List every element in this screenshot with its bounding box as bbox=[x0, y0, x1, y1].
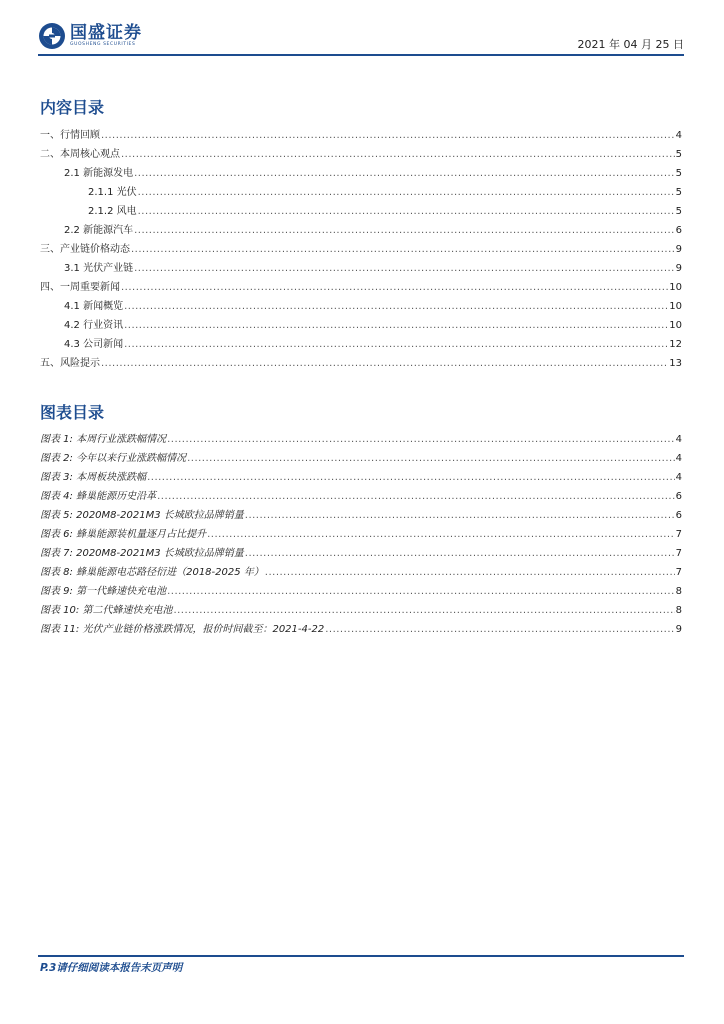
footer-disclaimer: P.3请仔细阅读本报告末页声明 bbox=[40, 962, 183, 974]
figure-item[interactable]: 图表 4: 蜂巢能源历史沿革 ..... 6 bbox=[40, 487, 682, 506]
header-divider bbox=[38, 54, 684, 56]
figure-item[interactable]: 图表 1: 本周行业涨跌幅情况 ..... 4 bbox=[40, 430, 682, 449]
brand-name: 国盛证券 bbox=[70, 23, 142, 43]
figure-item[interactable]: 图表 9: 第一代蜂速快充电池 ..... 8 bbox=[40, 582, 682, 601]
toc-item[interactable]: 二、本周核心观点 ..... 5 bbox=[40, 145, 682, 164]
figure-item[interactable]: 图表 7: 2020M8-2021M3 长城欧拉品牌销量 ..... 7 bbox=[40, 544, 682, 563]
figure-item[interactable]: 图表 2: 今年以来行业涨跌幅情况 ..... 4 bbox=[40, 449, 682, 468]
toc-item[interactable]: 4.2 行业资讯 ..... 10 bbox=[40, 316, 682, 335]
toc-item[interactable]: 2.2 新能源汽车 ..... 6 bbox=[40, 221, 682, 240]
figures-list bbox=[40, 430, 682, 639]
brand-logo bbox=[38, 22, 142, 50]
toc-item[interactable]: 2.1 新能源发电 ..... 5 bbox=[40, 164, 682, 183]
toc-item[interactable]: 4.1 新闻概览 ..... 10 bbox=[40, 297, 682, 316]
toc-item[interactable]: 2.1.1 光伏 ..... 5 bbox=[40, 183, 682, 202]
figure-item[interactable]: 图表 5: 2020M8-2021M3 长城欧拉品牌销量 ..... 6 bbox=[40, 506, 682, 525]
figure-item[interactable]: 图表 11: 光伏产业链价格涨跌情况，报价时间截至：2021-4-22 ..... 9 bbox=[40, 620, 682, 639]
brand-name-en: GUOSHENG SECURITIES bbox=[70, 42, 136, 47]
toc-item[interactable]: 三、产业链价格动态 ..... 9 bbox=[40, 240, 682, 259]
page-header bbox=[38, 22, 684, 56]
toc-item[interactable]: 四、一周重要新闻 ..... 10 bbox=[40, 278, 682, 297]
report-date: 2021 年 04 月 25 日 bbox=[577, 38, 684, 51]
toc-item[interactable]: 五、风险提示 ..... 13 bbox=[40, 354, 682, 373]
toc-item[interactable]: 一、行情回顾 ..... 4 bbox=[40, 126, 682, 145]
toc-item[interactable]: 4.3 公司新闻 ..... 12 bbox=[40, 335, 682, 354]
figure-item[interactable]: 图表 6: 蜂巢能源装机量逐月占比提升 ..... 7 bbox=[40, 525, 682, 544]
figures-title: 图表目录 bbox=[40, 403, 105, 422]
contents-list bbox=[40, 126, 682, 373]
figure-item[interactable]: 图表 10: 第二代蜂速快充电池 ..... 8 bbox=[40, 601, 682, 620]
figure-item[interactable]: 图表 3: 本周板块涨跌幅 ..... 4 bbox=[40, 468, 682, 487]
brand-logo-icon bbox=[38, 22, 66, 50]
toc-item[interactable]: 2.1.2 风电 ..... 5 bbox=[40, 202, 682, 221]
contents-title: 内容目录 bbox=[40, 98, 105, 117]
footer-divider bbox=[38, 955, 684, 957]
toc-item[interactable]: 3.1 光伏产业链 ..... 9 bbox=[40, 259, 682, 278]
figure-item[interactable]: 图表 8: 蜂巢能源电芯路径衍进（2018-2025 年） ..... 7 bbox=[40, 563, 682, 582]
